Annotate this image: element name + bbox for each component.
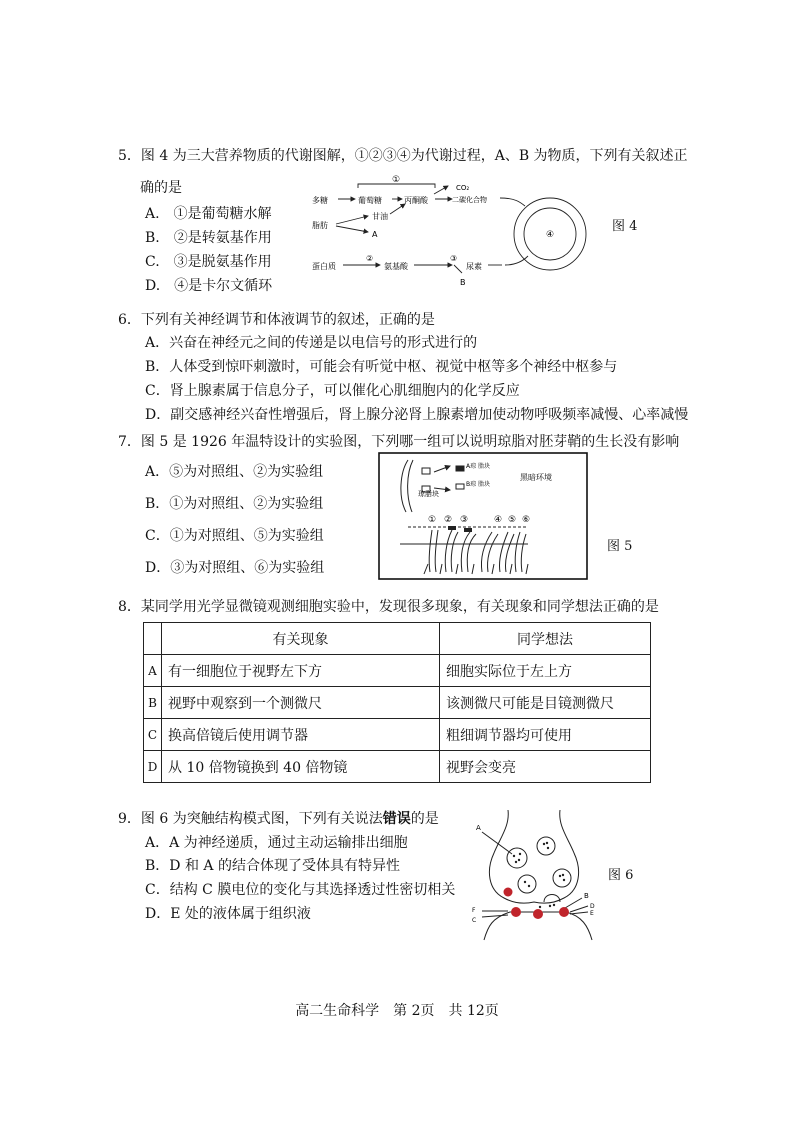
fig4-process-2: ② — [366, 254, 374, 263]
figure-5-label: 图 5 — [607, 539, 633, 554]
fig5-group-5: ⑤ — [508, 515, 517, 525]
fig5-block-b: B琼 脂块 — [466, 481, 491, 488]
fig4-process-1: ① — [392, 175, 401, 185]
table-cell: 从 10 倍物镜换到 40 倍物镜 — [162, 751, 440, 783]
figure-6-label: 图 6 — [608, 868, 634, 883]
q5-option-c: C. ③是脱氨基作用 — [145, 254, 272, 270]
q9-option-a: A．A 为神经递质，通过主动运输排出细胞 — [145, 835, 408, 851]
table-cell: 换高倍镜后使用调节器 — [162, 719, 440, 751]
fig4-substance-b: B — [460, 278, 466, 287]
q6-option-b: B．人体受到惊吓刺激时，可能会有听觉中枢、视觉中枢等多个神经中枢参与 — [145, 359, 618, 375]
q5-option-a: A. ①是葡萄糖水解 — [145, 206, 272, 222]
table-header-row — [144, 623, 651, 655]
fig5-group-1: ① — [428, 515, 437, 525]
table-row — [144, 655, 651, 687]
q6-option-a: A．兴奋在神经元之间的传递是以电信号的形式进行的 — [145, 335, 478, 351]
q5-stem-line1: 5．图 4 为三大营养物质的代谢图解，①②③④为代谢过程，A、B 为物质，下列有关叙述正 — [118, 148, 688, 164]
table-cell: 细胞实际位于左上方 — [440, 655, 651, 687]
table-cell: D — [144, 751, 162, 783]
fig4-substance-a: A — [372, 230, 378, 239]
q8-table — [143, 622, 651, 783]
fig4-process-3: ③ — [450, 254, 458, 263]
fig6-label-c: C — [472, 917, 477, 924]
q9-option-b: B．D 和 A 的结合体现了受体具有特异性 — [145, 858, 400, 874]
fig6-label-a: A — [476, 824, 481, 832]
receptor-proteins — [504, 888, 570, 920]
fig5-agar-block: 琼脂块 — [418, 490, 439, 498]
figure-6-synapse-diagram — [470, 808, 605, 943]
fig5-block-a: A琼 脂块 — [466, 463, 491, 470]
fig4-co2: CO₂ — [456, 184, 470, 192]
q5-option-b: B. ②是转氨基作用 — [145, 230, 272, 246]
q9-stem-post: 的是 — [410, 811, 439, 827]
q9-stem-emphasis: 错误 — [382, 811, 411, 827]
q7-option-d: D．③为对照组、⑥为实验组 — [145, 560, 325, 576]
fig5-dark-env: 黑暗环境 — [520, 473, 552, 482]
table-header-cell — [144, 623, 162, 655]
table-row — [144, 719, 651, 751]
fig4-fat: 脂肪 — [312, 221, 328, 230]
table-cell: 视野中观察到一个测微尺 — [162, 687, 440, 719]
fig4-two-carbon: 二碳化合物 — [452, 196, 487, 204]
fig4-glucose: 葡萄糖 — [358, 196, 382, 205]
table-row — [144, 751, 651, 783]
table-row — [144, 687, 651, 719]
q8-stem: 8．某同学用光学显微镜观测细胞实验中，发现很多现象，有关现象和同学想法正确的是 — [118, 599, 659, 615]
q7-option-c: C．①为对照组、⑤为实验组 — [145, 528, 324, 544]
fig4-pyruvate: 丙酮酸 — [404, 196, 428, 205]
q7-option-a: A．⑤为对照组、②为实验组 — [145, 464, 324, 480]
table-cell: A — [144, 655, 162, 687]
fig5-group-4: ④ — [494, 515, 503, 525]
table-cell: 该测微尺可能是目镜测微尺 — [440, 687, 651, 719]
fig4-polysaccharide: 多糖 — [312, 196, 328, 205]
fig4-glycerol: 甘油 — [372, 212, 388, 221]
q7-stem: 7．图 5 是 1926 年温特设计的实验图，下列哪一组可以说明琼脂对胚芽鞘的生长没有影响 — [118, 434, 680, 450]
fig4-urea: 尿素 — [466, 262, 482, 271]
q9-option-c: C．结构 C 膜电位的变化与其选择透过性密切相关 — [145, 882, 456, 898]
fig4-amino-acid: 氨基酸 — [384, 262, 408, 271]
q6-option-d: D．副交感神经兴奋性增强后，肾上腺分泌肾上腺素增加使动物呼吸频率减慢、心率减慢 — [145, 407, 689, 423]
fig5-group-3: ③ — [460, 515, 469, 525]
table-cell: C — [144, 719, 162, 751]
fig6-label-e: E — [590, 910, 594, 917]
figure-4-metabolism-diagram — [310, 170, 650, 295]
fig6-label-b: B — [584, 892, 589, 900]
q6-stem: 6．下列有关神经调节和体液调节的叙述，正确的是 — [118, 312, 435, 328]
fig6-label-d: D — [590, 903, 595, 910]
table-cell: 粗细调节器均可使用 — [440, 719, 651, 751]
fig4-process-4: ④ — [546, 230, 555, 240]
q5-option-d: D. ④是卡尔文循环 — [145, 278, 273, 294]
table-cell: B — [144, 687, 162, 719]
q6-option-c: C．肾上腺素属于信息分子，可以催化心肌细胞内的化学反应 — [145, 383, 520, 399]
table-header-cell: 同学想法 — [440, 623, 651, 655]
table-cell: 视野会变亮 — [440, 751, 651, 783]
q7-option-b: B．①为对照组、②为实验组 — [145, 496, 324, 512]
fig5-group-6: ⑥ — [522, 515, 531, 525]
fig5-group-2: ② — [444, 515, 453, 525]
q9-stem-pre: 9．图 6 为突触结构模式图，下列有关说法 — [118, 811, 383, 827]
figure-4-label: 图 4 — [612, 219, 638, 234]
fig4-protein: 蛋白质 — [312, 262, 336, 271]
fig6-label-f: F — [472, 907, 476, 914]
table-header-cell: 有关现象 — [162, 623, 440, 655]
q9-option-d: D．E 处的液体属于组织液 — [145, 906, 311, 922]
page-footer: 高二生命科学 第 2页 共 12页 — [295, 1003, 499, 1019]
figure-5-went-experiment — [378, 452, 588, 580]
q5-stem-line2: 确的是 — [140, 180, 182, 196]
q9-stem — [118, 810, 439, 828]
table-cell: 有一细胞位于视野左下方 — [162, 655, 440, 687]
